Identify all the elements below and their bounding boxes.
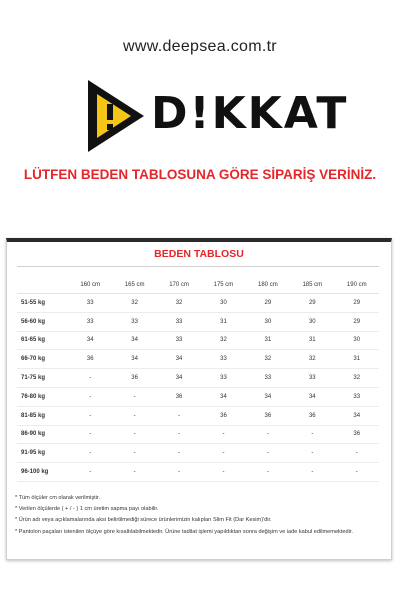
size-value-cell: 29	[335, 294, 379, 313]
weight-range-cell: 96-100 kg	[17, 463, 68, 482]
note: * Verilen ölçülerde ( + / - ) 1 cm üretim sapma payı olabilir.	[15, 506, 159, 513]
size-value-cell: 34	[157, 350, 201, 369]
weight-header	[17, 276, 68, 294]
size-chart-card	[6, 238, 392, 560]
size-value-cell: 36	[290, 406, 334, 425]
height-header: 190 cm	[335, 276, 379, 294]
size-value-cell: 33	[201, 350, 245, 369]
table-header-row	[17, 276, 379, 294]
size-value-cell: 31	[246, 331, 290, 350]
size-value-cell: -	[112, 463, 156, 482]
note: * Pantolon paçaları istenilen ölçüye göre kısaltılabilmektedir. Ürüne tadilat işlemi yapıldıktan sonra değişim ve iade kabul edilmemektedir.	[15, 528, 353, 535]
order-notice: LÜTFEN BEDEN TABLOSUNA GÖRE SİPARİŞ VERİNİZ.	[23, 167, 377, 182]
table-row	[17, 387, 379, 406]
size-value-cell: -	[112, 406, 156, 425]
dikkat-logo	[85, 76, 349, 156]
size-value-cell: 32	[246, 350, 290, 369]
size-value-cell: -	[290, 463, 334, 482]
size-value-cell: 33	[112, 312, 156, 331]
size-value-cell: -	[68, 463, 112, 482]
weight-range-cell: 91-95 kg	[17, 444, 68, 463]
size-value-cell: -	[246, 425, 290, 444]
website-url: www.deepsea.com.tr	[123, 38, 277, 55]
size-value-cell: 33	[157, 331, 201, 350]
size-value-cell: 30	[290, 312, 334, 331]
weight-range-cell: 56-60 kg	[17, 312, 68, 331]
table-row	[17, 425, 379, 444]
size-notes	[15, 494, 383, 539]
size-value-cell: -	[246, 463, 290, 482]
size-value-cell: 33	[335, 387, 379, 406]
size-value-cell: 31	[201, 312, 245, 331]
warning-triangle-icon	[85, 76, 147, 156]
size-value-cell: 30	[335, 331, 379, 350]
size-value-cell: 34	[112, 350, 156, 369]
title-divider	[17, 266, 379, 267]
table-row	[17, 369, 379, 388]
size-value-cell: 36	[112, 369, 156, 388]
weight-range-cell: 61-65 kg	[17, 331, 68, 350]
size-value-cell: 32	[335, 369, 379, 388]
size-value-cell: 36	[246, 406, 290, 425]
size-value-cell: -	[68, 425, 112, 444]
note: * Tüm ölçüler cm olarak verilmiştir.	[15, 495, 101, 501]
size-value-cell: 33	[246, 369, 290, 388]
size-value-cell: 33	[290, 369, 334, 388]
height-header: 180 cm	[246, 276, 290, 294]
size-value-cell: 34	[112, 331, 156, 350]
size-value-cell: -	[290, 425, 334, 444]
height-header: 170 cm	[157, 276, 201, 294]
size-value-cell: -	[112, 387, 156, 406]
note: * Ürün adı veya açıklamalarında aksi belirtilmediği sürece ürünlerimizin kalıpları Slim Fit (Dar Kesim)'dir.	[15, 517, 272, 524]
weight-range-cell: 81-85 kg	[17, 406, 68, 425]
size-value-cell: 29	[246, 294, 290, 313]
height-header: 160 cm	[68, 276, 112, 294]
table-row	[17, 312, 379, 331]
height-header: 185 cm	[290, 276, 334, 294]
table-row	[17, 463, 379, 482]
size-value-cell: 34	[290, 387, 334, 406]
size-value-cell: 36	[157, 387, 201, 406]
size-value-cell: 33	[68, 294, 112, 313]
size-value-cell: 32	[112, 294, 156, 313]
size-value-cell: -	[201, 444, 245, 463]
size-value-cell: -	[112, 444, 156, 463]
weight-range-cell: 66-70 kg	[17, 350, 68, 369]
size-value-cell: 34	[68, 331, 112, 350]
size-value-cell: 32	[157, 294, 201, 313]
size-value-cell: 32	[290, 350, 334, 369]
size-value-cell: -	[68, 369, 112, 388]
size-value-cell: -	[335, 444, 379, 463]
table-row	[17, 406, 379, 425]
logo-text: D!KKAT	[151, 88, 349, 139]
size-value-cell: -	[157, 406, 201, 425]
size-value-cell: 36	[68, 350, 112, 369]
size-value-cell: 30	[201, 294, 245, 313]
size-value-cell: 33	[201, 369, 245, 388]
size-chart-title: BEDEN TABLOSU	[154, 248, 244, 260]
size-value-cell: 29	[335, 312, 379, 331]
size-value-cell: -	[68, 406, 112, 425]
size-value-cell: -	[68, 387, 112, 406]
size-value-cell: 32	[201, 331, 245, 350]
size-value-cell: 33	[68, 312, 112, 331]
height-header: 165 cm	[112, 276, 156, 294]
table-row	[17, 444, 379, 463]
size-value-cell: 34	[201, 387, 245, 406]
size-value-cell: -	[246, 444, 290, 463]
size-value-cell: 36	[201, 406, 245, 425]
size-table	[17, 276, 379, 482]
size-value-cell: -	[157, 463, 201, 482]
size-value-cell: -	[157, 444, 201, 463]
size-value-cell: 34	[335, 406, 379, 425]
weight-range-cell: 71-75 kg	[17, 369, 68, 388]
size-value-cell: 30	[246, 312, 290, 331]
weight-range-cell: 86-90 kg	[17, 425, 68, 444]
table-row	[17, 331, 379, 350]
table-row	[17, 350, 379, 369]
size-value-cell: 31	[290, 331, 334, 350]
weight-range-cell: 51-55 kg	[17, 294, 68, 313]
size-value-cell: 36	[335, 425, 379, 444]
size-value-cell: -	[290, 444, 334, 463]
size-value-cell: -	[68, 444, 112, 463]
size-value-cell: -	[201, 425, 245, 444]
size-value-cell: 29	[290, 294, 334, 313]
size-value-cell: -	[201, 463, 245, 482]
weight-range-cell: 76-80 kg	[17, 387, 68, 406]
size-value-cell: -	[112, 425, 156, 444]
size-value-cell: 34	[246, 387, 290, 406]
size-value-cell: -	[335, 463, 379, 482]
height-header: 175 cm	[201, 276, 245, 294]
size-value-cell: 34	[157, 369, 201, 388]
size-value-cell: 31	[335, 350, 379, 369]
size-value-cell: 33	[157, 312, 201, 331]
table-row	[17, 294, 379, 313]
size-value-cell: -	[157, 425, 201, 444]
